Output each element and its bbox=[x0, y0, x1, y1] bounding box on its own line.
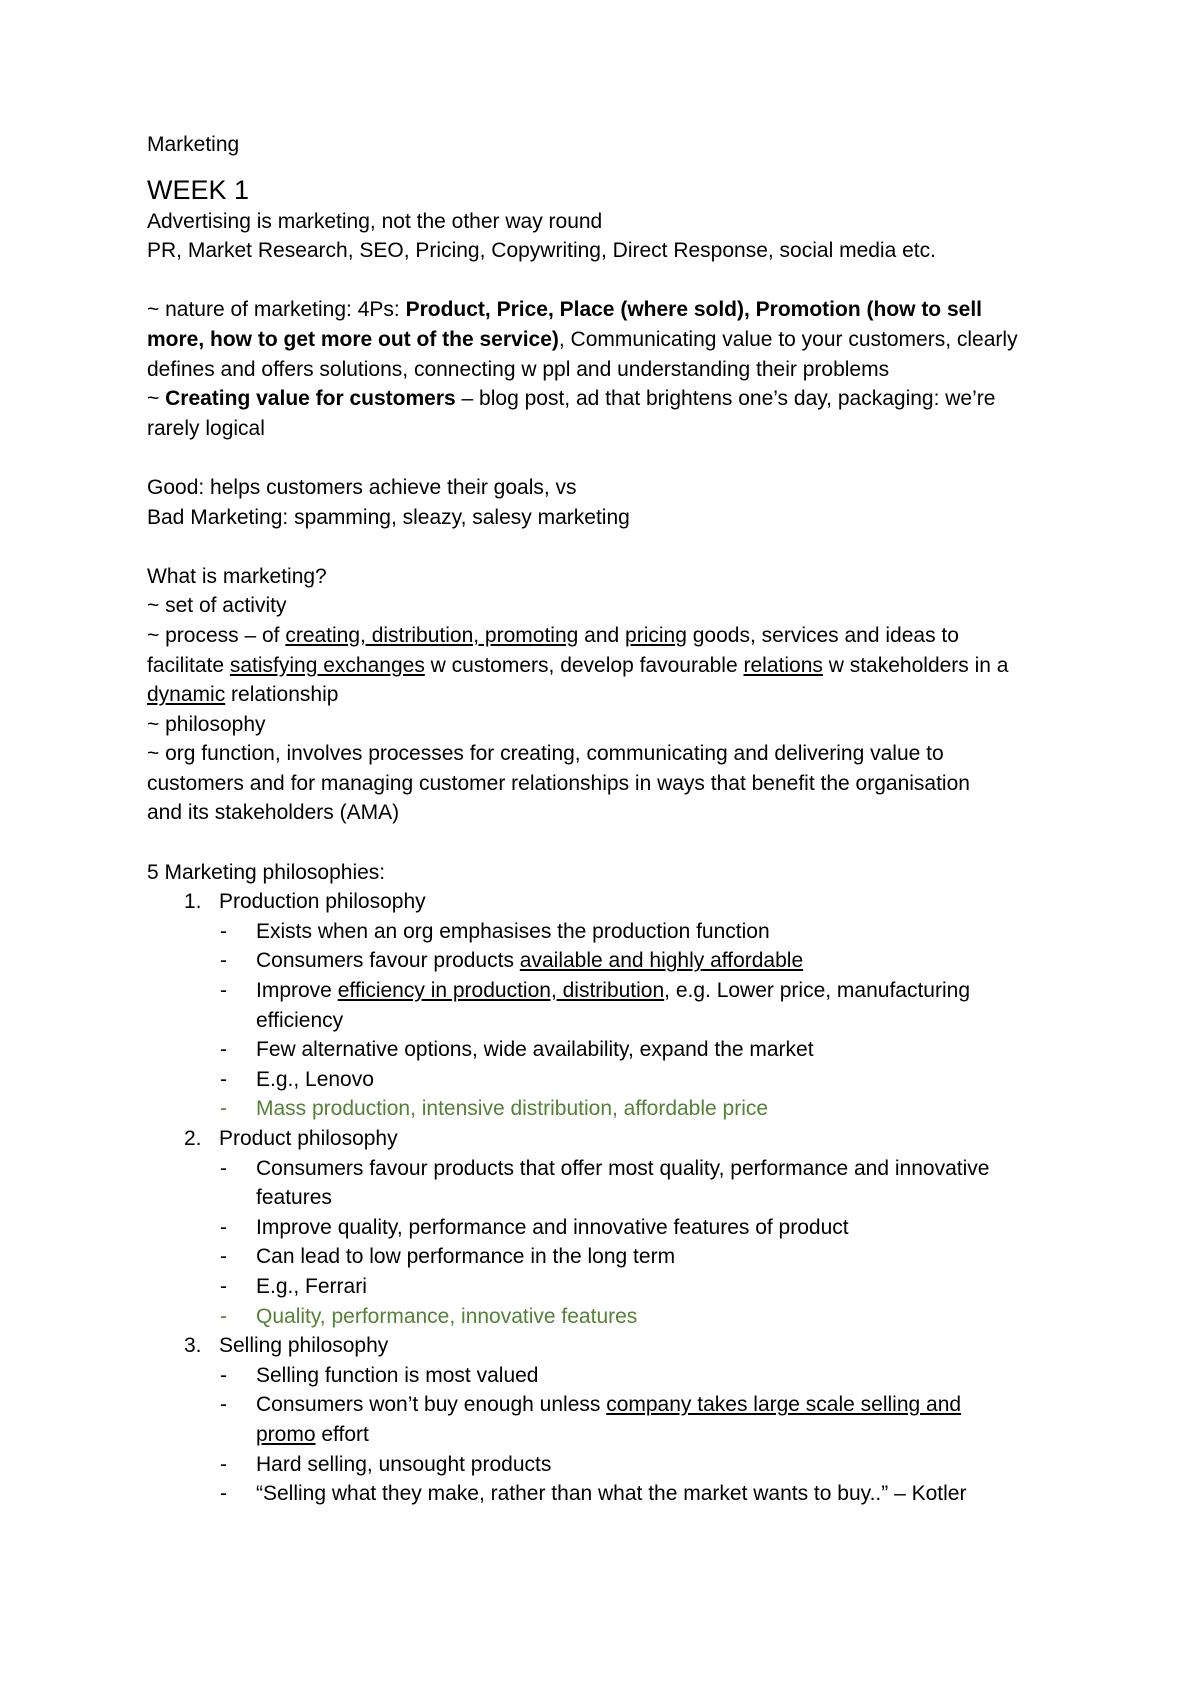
list-item: - E.g., Ferrari bbox=[220, 1274, 367, 1298]
intro-line-2: PR, Market Research, SEO, Pricing, Copywriting, Direct Response, social media etc. bbox=[147, 239, 936, 263]
what-is-set: ~ set of activity bbox=[147, 594, 287, 618]
creating-line-2: rarely logical bbox=[147, 416, 265, 440]
list-item: - Selling function is most valued bbox=[220, 1363, 539, 1387]
list-item: - Hard selling, unsought products bbox=[220, 1452, 552, 1476]
week-heading: WEEK 1 bbox=[147, 174, 250, 205]
philosophies-heading: 5 Marketing philosophies: bbox=[147, 860, 386, 884]
list-item-highlight: - Mass production, intensive distribution, affordable price bbox=[220, 1097, 769, 1121]
list-item: - Few alternative options, wide availability, expand the market bbox=[220, 1038, 814, 1062]
list-item-highlight: - Quality, performance, innovative features bbox=[220, 1304, 638, 1328]
document-title: Marketing bbox=[147, 133, 240, 156]
list-item: - Consumers favour products available and highly affordable bbox=[220, 949, 804, 973]
what-is-process: ~ process – of creating, distribution, promoting and pricing goods, services and ideas to bbox=[147, 623, 959, 647]
philosophy-3-heading: 3. Selling philosophy bbox=[184, 1334, 389, 1358]
list-item: - Improve efficiency in production, distribution, e.g. Lower price, manufacturing bbox=[220, 979, 970, 1003]
nature-line-1: ~ nature of marketing: 4Ps: Product, Price, Place (where sold), Promotion (how to sell bbox=[147, 298, 982, 322]
list-item: - Improve quality, performance and innovative features of product bbox=[220, 1215, 849, 1239]
list-item: - Consumers favour products that offer most quality, performance and innovative bbox=[220, 1156, 990, 1180]
bad-line: Bad Marketing: spamming, sleazy, salesy marketing bbox=[147, 505, 630, 529]
philosophy-1-heading: 1. Production philosophy bbox=[184, 890, 426, 914]
creating-line-1: ~ Creating value for customers – blog post, ad that brightens one’s day, packaging: we’re bbox=[147, 387, 996, 411]
nature-line-3: defines and offers solutions, connecting w ppl and understanding their problems bbox=[147, 357, 890, 381]
good-line: Good: helps customers achieve their goals, vs bbox=[147, 475, 577, 499]
document-page bbox=[147, 130, 1077, 1509]
what-is-org-1: ~ org function, involves processes for creating, communicating and delivering value to bbox=[147, 742, 944, 766]
list-item-continuation: features bbox=[256, 1186, 332, 1210]
list-item: - Consumers won’t buy enough unless company takes large scale selling and bbox=[220, 1393, 962, 1417]
nature-line-2: more, how to get more out of the service), Communicating value to your customers, clearly bbox=[147, 327, 1018, 351]
what-is-facilitate: facilitate satisfying exchanges w customers, develop favourable relations w stakeholders in a bbox=[147, 653, 1009, 677]
list-item: - Can lead to low performance in the long term bbox=[220, 1245, 676, 1269]
what-is-question: What is marketing? bbox=[147, 564, 327, 588]
what-is-org-3: and its stakeholders (AMA) bbox=[147, 801, 400, 825]
list-item: - Exists when an org emphasises the production function bbox=[220, 919, 770, 943]
intro-line-1: Advertising is marketing, not the other way round bbox=[147, 209, 603, 233]
list-item-continuation: promo effort bbox=[256, 1422, 369, 1446]
what-is-org-2: customers and for managing customer relationships in ways that benefit the organisation bbox=[147, 771, 970, 795]
what-is-dynamic: dynamic relationship bbox=[147, 683, 339, 707]
philosophy-2-heading: 2. Product philosophy bbox=[184, 1127, 398, 1150]
what-is-philosophy: ~ philosophy bbox=[147, 712, 266, 736]
list-item: - E.g., Lenovo bbox=[220, 1067, 374, 1091]
list-item: - “Selling what they make, rather than what the market wants to buy..” – Kotler bbox=[220, 1482, 967, 1506]
list-item-continuation: efficiency bbox=[256, 1008, 344, 1032]
